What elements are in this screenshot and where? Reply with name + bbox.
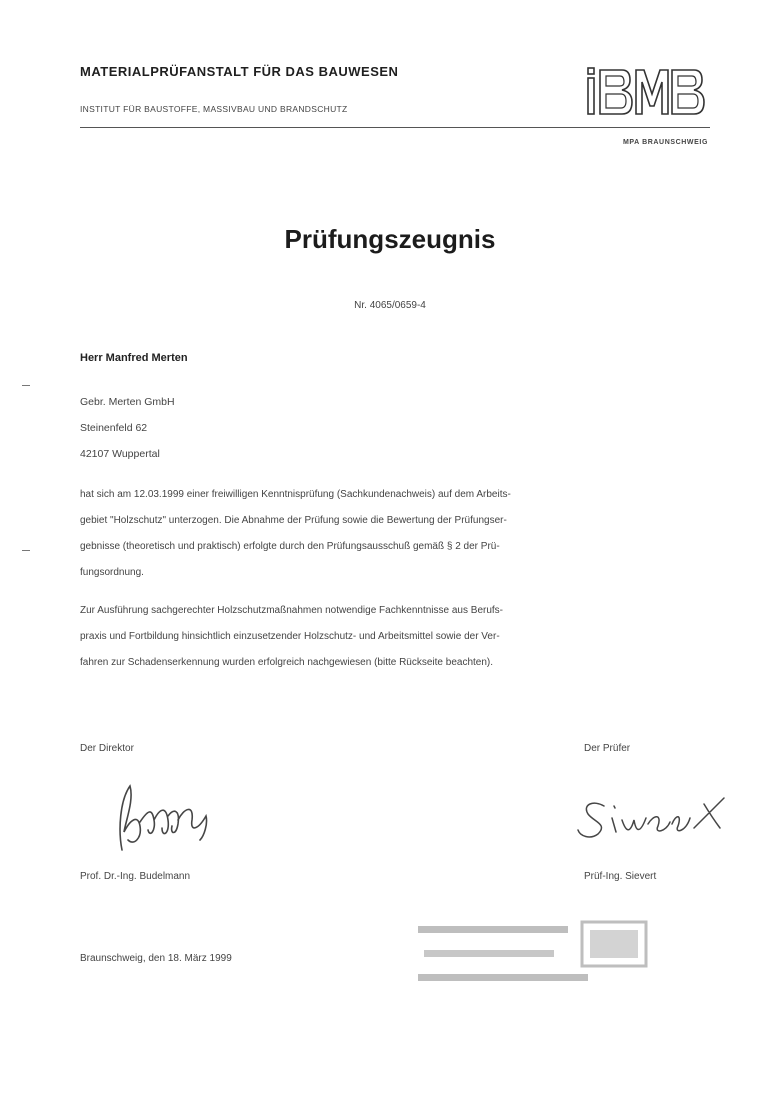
institution-stamp [414, 916, 654, 1006]
director-signature [108, 780, 228, 862]
signature-name-right: Prüf-Ing. Sievert [584, 871, 657, 882]
body-paragraph-1 [80, 482, 710, 586]
document-title: Prüfungszeugnis [284, 224, 496, 254]
recipient-company: Gebr. Merten GmbH [80, 396, 175, 408]
signature-role-left: Der Direktor [80, 743, 134, 754]
signature-role-right: Der Prüfer [584, 743, 631, 754]
paragraph-line: gebnisse (theoretisch und praktisch) erfolgte durch den Prüfungsausschuß gemäß § 2 der Prü- [80, 541, 500, 552]
paragraph-line: gebiet "Holzschutz" unterzogen. Die Abnahme der Prüfung sowie die Bewertung der Prüfungser- [80, 515, 507, 526]
header-divider [80, 127, 710, 128]
paragraph-line: hat sich am 12.03.1999 einer freiwilligen Kenntnisprüfung (Sachkundenachweis) auf dem Arbeits- [80, 489, 511, 500]
recipient-street: Steinenfeld 62 [80, 422, 148, 434]
logo-caption: MPA BRAUNSCHWEIG [622, 139, 708, 146]
place-date: Braunschweig, den 18. März 1999 [80, 953, 232, 964]
examiner-signature [574, 784, 734, 844]
ibmb-logo [584, 64, 712, 120]
signature-name-left: Prof. Dr.-Ing. Budelmann [80, 871, 191, 882]
recipient-name: Herr Manfred Merten [80, 352, 188, 364]
paragraph-line: fahren zur Schadenserkennung wurden erfolgreich nachgewiesen (bitte Rückseite beachten). [80, 657, 494, 668]
document-number: Nr. 4065/0659-4 [354, 300, 426, 311]
recipient-city: 42107 Wuppertal [80, 448, 160, 460]
institute-subtitle: INSTITUT FÜR BAUSTOFFE, MASSIVBAU UND BRANDSCHUTZ [80, 104, 348, 114]
paragraph-line: Zur Ausführung sachgerechter Holzschutzmaßnahmen notwendige Fachkenntnisse aus Berufs- [80, 605, 504, 616]
paragraph-line: praxis und Fortbildung hinsichtlich einzusetzender Holzschutz- und Arbeitsmittel sowie der Ver- [80, 631, 500, 642]
body-paragraph-2 [80, 598, 710, 676]
margin-mark [22, 385, 30, 386]
institute-name: MATERIALPRÜFANSTALT FÜR DAS BAUWESEN [80, 64, 399, 79]
paragraph-line: fungsordnung. [80, 567, 144, 578]
margin-mark [22, 550, 30, 551]
